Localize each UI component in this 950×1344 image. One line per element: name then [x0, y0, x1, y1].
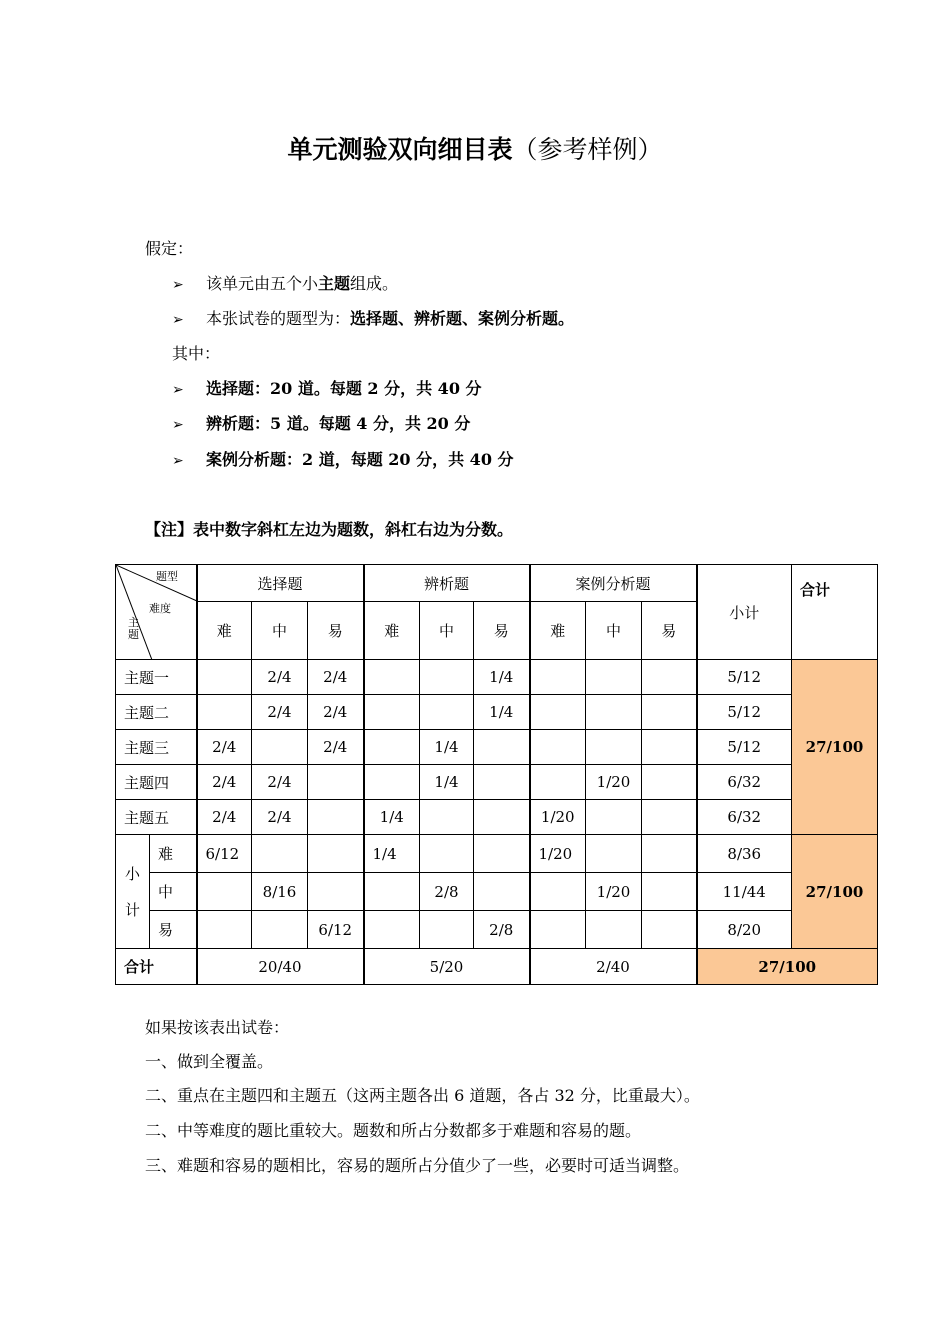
data-cell: 2/4	[308, 660, 364, 695]
data-cell	[252, 835, 308, 873]
spec-table	[115, 564, 878, 985]
data-cell	[197, 660, 252, 695]
data-cell: 1/4	[420, 730, 474, 765]
data-cell	[642, 730, 697, 765]
table-note: 【注】表中数字斜杠左边为题数，斜杠右边为分数。	[145, 520, 514, 539]
data-cell: 2/4	[197, 765, 252, 800]
total-header: 合计	[792, 565, 878, 660]
data-cell	[530, 695, 586, 730]
corner-type-label: 题型	[156, 570, 178, 583]
data-cell	[474, 873, 530, 911]
data-cell	[586, 911, 642, 949]
data-cell	[642, 800, 697, 835]
row-subtotal: 6/32	[697, 800, 792, 835]
row-subtotal: 8/36	[697, 835, 792, 873]
data-cell: 2/8	[474, 911, 530, 949]
group-total: 5/20	[364, 949, 530, 985]
sub-level-label: 易	[150, 911, 197, 949]
data-cell	[530, 660, 586, 695]
arrow-bullet-icon: ➢	[172, 312, 184, 328]
level-header: 难	[530, 602, 586, 660]
data-cell	[197, 911, 252, 949]
data-cell	[586, 800, 642, 835]
level-header: 中	[586, 602, 642, 660]
data-cell: 1/4	[474, 695, 530, 730]
data-cell: 6/12	[308, 911, 364, 949]
title-main: 单元测验双向细目表	[287, 135, 513, 164]
corner-cell	[116, 565, 197, 660]
conclusion-line: 二、重点在主题四和主题五（这两主题各出 6 道题，各占 32 分，比重最大）。	[145, 1086, 700, 1105]
bullet-item-4: ➢ 辨析题：5 道。每题 4 分，共 20 分	[172, 413, 470, 436]
level-header: 中	[252, 602, 308, 660]
data-cell	[252, 911, 308, 949]
row-subtotal: 8/20	[697, 911, 792, 949]
table-row	[116, 911, 878, 949]
level-header: 易	[308, 602, 364, 660]
level-header: 易	[642, 602, 697, 660]
group-header: 辨析题	[364, 565, 530, 602]
data-cell	[252, 730, 308, 765]
data-cell	[420, 835, 474, 873]
grand-total: 27/100	[697, 949, 878, 985]
table-row	[116, 695, 878, 730]
conclusion-line: 三、难题和容易的题相比，容易的题所占分值少了一些，必要时可适当调整。	[145, 1156, 690, 1175]
data-cell	[642, 911, 697, 949]
sub-level-label: 难	[150, 835, 197, 873]
table-row	[116, 835, 878, 873]
row-subtotal: 11/44	[697, 873, 792, 911]
row-subtotal: 5/12	[697, 660, 792, 695]
data-cell: 1/20	[586, 765, 642, 800]
total-row-label: 合计	[116, 949, 197, 985]
conclusion-line: 一、做到全覆盖。	[145, 1052, 274, 1071]
data-cell: 2/4	[252, 800, 308, 835]
data-cell	[364, 730, 420, 765]
data-cell: 2/4	[197, 800, 252, 835]
group-header: 选择题	[197, 565, 364, 602]
row-subtotal: 6/32	[697, 765, 792, 800]
data-cell	[364, 660, 420, 695]
data-cell	[474, 730, 530, 765]
bullet-item-1: ➢ 该单元由五个小主题组成。	[172, 273, 398, 296]
data-cell	[420, 695, 474, 730]
data-cell	[420, 800, 474, 835]
data-cell	[530, 730, 586, 765]
group-total: 2/40	[530, 949, 697, 985]
data-cell	[586, 660, 642, 695]
data-cell: 1/4	[364, 800, 420, 835]
assume-label: 假定：	[145, 239, 194, 258]
data-cell: 2/4	[308, 695, 364, 730]
data-cell: 1/4	[420, 765, 474, 800]
row-subtotal: 5/12	[697, 695, 792, 730]
topic-label: 主题二	[116, 695, 197, 730]
topic-label: 主题三	[116, 730, 197, 765]
bullet-item-2: ➢ 本张试卷的题型为：选择题、辨析题、案例分析题。	[172, 308, 574, 331]
data-cell: 2/4	[252, 765, 308, 800]
row-subtotal: 5/12	[697, 730, 792, 765]
data-cell	[364, 911, 420, 949]
topic-total-cell: 27/100	[792, 660, 878, 835]
level-header: 难	[364, 602, 420, 660]
table-row	[116, 873, 878, 911]
data-cell	[474, 765, 530, 800]
arrow-bullet-icon: ➢	[172, 453, 184, 469]
data-cell	[642, 660, 697, 695]
data-cell: 2/4	[252, 695, 308, 730]
data-cell	[308, 873, 364, 911]
data-cell: 8/16	[252, 873, 308, 911]
data-cell: 1/20	[530, 800, 586, 835]
bullet-item-3: ➢ 选择题：20 道。每题 2 分，共 40 分	[172, 378, 482, 401]
data-cell	[586, 730, 642, 765]
data-cell	[530, 911, 586, 949]
data-cell	[364, 873, 420, 911]
data-cell: 1/4	[364, 835, 420, 873]
table-row	[116, 730, 878, 765]
arrow-bullet-icon: ➢	[172, 417, 184, 433]
data-cell	[586, 835, 642, 873]
corner-topic-label: 主题	[128, 616, 139, 641]
data-cell: 2/8	[420, 873, 474, 911]
data-cell	[308, 835, 364, 873]
group-header: 案例分析题	[530, 565, 697, 602]
page-title	[0, 132, 950, 168]
data-cell	[530, 765, 586, 800]
data-cell	[642, 835, 697, 873]
bullet-item-5: ➢ 案例分析题：2 道，每题 20 分，共 40 分	[172, 449, 514, 472]
data-cell	[642, 765, 697, 800]
data-cell: 1/20	[586, 873, 642, 911]
conclusion-line: 如果按该表出试卷：	[145, 1018, 290, 1037]
arrow-bullet-icon: ➢	[172, 277, 184, 293]
subtotal-row-label: 小计	[116, 835, 150, 949]
subtotal-total-cell: 27/100	[792, 835, 878, 949]
topic-label: 主题四	[116, 765, 197, 800]
data-cell	[474, 835, 530, 873]
level-header: 中	[420, 602, 474, 660]
table-row	[116, 800, 878, 835]
data-cell	[642, 695, 697, 730]
data-cell	[364, 695, 420, 730]
conclusion-line: 二、中等难度的题比重较大。题数和所占分数都多于难题和容易的题。	[145, 1121, 642, 1140]
sub-level-label: 中	[150, 873, 197, 911]
data-cell	[308, 800, 364, 835]
data-cell	[364, 765, 420, 800]
data-cell	[197, 873, 252, 911]
level-header: 难	[197, 602, 252, 660]
data-cell	[308, 765, 364, 800]
data-cell: 2/4	[308, 730, 364, 765]
table-row	[116, 765, 878, 800]
among-label: 其中：	[172, 344, 221, 363]
arrow-bullet-icon: ➢	[172, 382, 184, 398]
data-cell	[420, 911, 474, 949]
data-cell	[474, 800, 530, 835]
corner-difficulty-label: 难度	[149, 602, 171, 615]
data-cell: 2/4	[252, 660, 308, 695]
topic-label: 主题一	[116, 660, 197, 695]
data-cell	[530, 873, 586, 911]
group-total: 20/40	[197, 949, 364, 985]
data-cell	[197, 695, 252, 730]
data-cell	[420, 660, 474, 695]
table-row	[116, 660, 878, 695]
data-cell: 1/4	[474, 660, 530, 695]
topic-label: 主题五	[116, 800, 197, 835]
data-cell	[586, 695, 642, 730]
data-cell: 2/4	[197, 730, 252, 765]
level-header: 易	[474, 602, 530, 660]
data-cell: 6/12	[197, 835, 252, 873]
data-cell: 1/20	[530, 835, 586, 873]
title-suffix: （参考样例）	[512, 135, 663, 164]
subtotal-header: 小计	[697, 565, 792, 660]
data-cell	[642, 873, 697, 911]
